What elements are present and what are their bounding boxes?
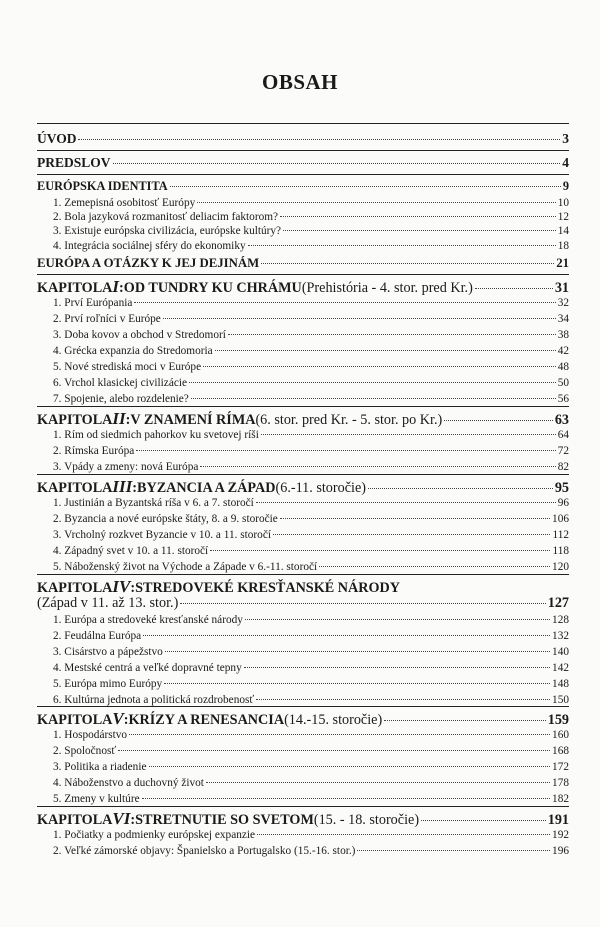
divider: [37, 274, 569, 275]
subentry-label: 3. Politika a riadenie: [53, 761, 147, 773]
subentry-page: 64: [557, 429, 569, 441]
toc-subentry[interactable]: [37, 313, 569, 325]
subentry-label: 2. Veľké zámorské objavy: Španielsko a Portugalsko (15.-16. stor.): [53, 845, 356, 857]
divider: [37, 474, 569, 475]
chapter-heading-6[interactable]: [37, 809, 569, 829]
subentry-label: 1. Prví Európania: [53, 297, 133, 309]
subentry-page: 50: [557, 377, 569, 389]
toc-subentry[interactable]: [37, 845, 569, 857]
chapter-heading-4[interactable]: [37, 577, 569, 597]
subentry-label: 3. Cisárstvo a pápežstvo: [53, 646, 163, 658]
subentry-label: 4. Integrácia sociálnej sféry do ekonomiky: [53, 240, 246, 252]
toc-subentry[interactable]: [37, 745, 569, 757]
toc-subentry[interactable]: [37, 497, 569, 509]
toc-subentry[interactable]: [37, 211, 569, 223]
toc-subentry[interactable]: [37, 829, 569, 841]
toc-subentry[interactable]: [37, 361, 569, 373]
subentry-page: 12: [557, 211, 569, 223]
subentry-page: 140: [552, 646, 569, 658]
toc-subentry[interactable]: [37, 646, 569, 658]
chapter-separator: :: [119, 280, 124, 296]
chapter-subtitle: (Prehistória - 4. stor. pred Kr.): [301, 280, 473, 296]
subentry-page: 112: [552, 529, 569, 541]
toc-entry-uvod[interactable]: [37, 131, 569, 147]
subentry-label: 1. Rím od siedmich pahorkov ku svetovej ríši: [53, 429, 259, 441]
chapter-page: 127: [547, 595, 569, 611]
chapter-page: 191: [547, 812, 569, 828]
toc-subentry[interactable]: [37, 197, 569, 209]
toc-subentry[interactable]: [37, 630, 569, 642]
toc-subentry[interactable]: [37, 329, 569, 341]
chapter-separator: :: [132, 480, 138, 496]
toc-subentry[interactable]: [37, 529, 569, 541]
divider: [37, 174, 569, 175]
divider: [37, 150, 569, 151]
divider: [37, 574, 569, 575]
chapter-number: III: [112, 477, 133, 496]
subentry-page: 96: [557, 497, 569, 509]
chapter-subtitle: (6. stor. pred Kr. - 5. stor. po Kr.): [255, 412, 443, 428]
toc-subentry[interactable]: [37, 297, 569, 309]
subentry-label: 3. Existuje európska civilizácia, európske kultúry?: [53, 225, 282, 237]
subentry-label: 1. Justinián a Byzantská ríša v 6. a 7. storočí: [53, 497, 254, 509]
chapter-heading-4-continuation[interactable]: [37, 595, 569, 612]
chapter-number: VI: [112, 809, 131, 828]
chapter-number: I: [112, 277, 120, 296]
entry-page: 4: [562, 155, 569, 170]
chapter-prefix: KAPITOLA: [37, 812, 113, 828]
toc-subentry[interactable]: [37, 694, 569, 706]
chapter-separator: :: [123, 712, 129, 728]
subentry-label: 3. Doba kovov a obchod v Stredomorí: [53, 329, 226, 341]
subentry-label: 2. Byzancia a nové európske štáty, 8. a 9. storočie: [53, 513, 278, 525]
subentry-label: 6. Vrchol klasickej civilizácie: [53, 377, 187, 389]
divider: [37, 123, 569, 124]
toc-subentry[interactable]: [37, 445, 569, 457]
chapter-prefix: KAPITOLA: [37, 580, 113, 596]
page-title: OBSAH: [261, 70, 339, 94]
toc-subentry[interactable]: [37, 761, 569, 773]
subentry-page: 14: [557, 225, 569, 237]
subentry-page: 196: [552, 845, 569, 857]
subentry-label: 2. Bola jazyková rozmanitosť deliacim faktorom?: [53, 211, 279, 223]
chapter-page: 95: [554, 480, 569, 496]
subentry-page: 148: [552, 678, 569, 690]
toc-subentry[interactable]: [37, 240, 569, 252]
toc-entry-predslov[interactable]: [37, 155, 569, 171]
chapter-subtitle: (15. - 18. storočie): [313, 812, 420, 828]
entry-label: PREDSLOV: [37, 155, 111, 170]
subentry-label: 1. Európa a stredoveké kresťanské národy: [53, 614, 243, 626]
chapter-separator: :: [130, 812, 136, 828]
section-label: EURÓPA A OTÁZKY K JEJ DEJINÁM: [37, 256, 260, 270]
chapter-subtitle: (14.-15. storočie): [284, 712, 383, 728]
subentry-label: 5. Nové strediská moci v Európe: [53, 361, 202, 373]
subentry-page: 38: [557, 329, 569, 341]
subentry-page: 56: [557, 393, 569, 405]
divider: [37, 706, 569, 707]
toc-subentry[interactable]: [37, 678, 569, 690]
toc-subentry[interactable]: [37, 429, 569, 441]
subentry-label: 4. Mestské centrá a veľké dopravné tepny: [53, 662, 242, 674]
subentry-page: 142: [552, 662, 569, 674]
subentry-label: 4. Náboženstvo a duchovný život: [53, 777, 204, 789]
subentry-label: 6. Kultúrna jednota a politická rozdrobenosť: [53, 694, 255, 706]
toc-section-otazky[interactable]: [37, 256, 569, 271]
chapter-number: IV: [112, 577, 131, 596]
subentry-page: 128: [552, 614, 569, 626]
subentry-label: 7. Spojenie, alebo rozdelenie?: [53, 393, 189, 405]
toc-subentry[interactable]: [37, 614, 569, 626]
entry-page: 3: [562, 131, 569, 146]
subentry-page: 10: [557, 197, 569, 209]
chapter-title: STRETNUTIE SO SVETOM: [135, 812, 314, 828]
divider: [37, 806, 569, 807]
chapter-prefix: KAPITOLA: [37, 412, 113, 428]
divider: [37, 406, 569, 407]
toc-subentry[interactable]: [37, 377, 569, 389]
chapter-page: 63: [554, 412, 569, 428]
subentry-page: 160: [552, 729, 569, 741]
subentry-page: 178: [552, 777, 569, 789]
subentry-page: 72: [557, 445, 569, 457]
subentry-page: 32: [557, 297, 569, 309]
chapter-page: 159: [547, 712, 569, 728]
chapter-title: BYZANCIA A ZÁPAD: [137, 480, 276, 496]
toc-subentry[interactable]: [37, 729, 569, 741]
chapter-separator: :: [125, 412, 131, 428]
subentry-page: 34: [557, 313, 569, 325]
subentry-label: 1. Hospodárstvo: [53, 729, 128, 741]
toc-subentry[interactable]: [37, 561, 569, 573]
chapter-heading-5[interactable]: [37, 709, 569, 729]
subentry-page: 18: [557, 240, 569, 252]
toc-subentry[interactable]: [37, 545, 569, 557]
subentry-label: 2. Spoločnosť: [53, 745, 117, 757]
subentry-label: 2. Prví roľníci v Európe: [53, 313, 161, 325]
chapter-heading-2[interactable]: [37, 409, 569, 429]
subentry-label: 1. Počiatky a podmienky európskej expanzie: [53, 829, 256, 841]
subentry-page: 118: [552, 545, 569, 557]
toc-subentry[interactable]: [37, 793, 569, 805]
chapter-number: II: [112, 409, 126, 428]
chapter-separator: :: [130, 580, 136, 596]
toc-subentry[interactable]: [37, 777, 569, 789]
toc-subentry[interactable]: [37, 662, 569, 674]
subentry-page: 132: [552, 630, 569, 642]
subentry-page: 172: [552, 761, 569, 773]
section-label: EURÓPSKA IDENTITA: [37, 179, 168, 193]
subentry-page: 168: [552, 745, 569, 757]
subentry-label: 5. Zmeny v kultúre: [53, 793, 140, 805]
section-page: 21: [556, 256, 569, 270]
section-page: 9: [562, 179, 569, 193]
subentry-label: 3. Vpády a zmeny: nová Európa: [53, 461, 199, 473]
subentry-page: 120: [552, 561, 569, 573]
subentry-page: 42: [557, 345, 569, 357]
toc-section-europska-identita[interactable]: [37, 179, 569, 194]
subentry-page: 182: [552, 793, 569, 805]
subentry-label: 4. Západný svet v 10. a 11. storočí: [53, 545, 209, 557]
chapter-heading-1[interactable]: [37, 277, 569, 297]
subentry-page: 106: [552, 513, 569, 525]
chapter-subtitle: (6.-11. storočie): [275, 480, 366, 496]
toc-subentry[interactable]: [37, 345, 569, 357]
subentry-label: 4. Grécka expanzia do Stredomoria: [53, 345, 213, 357]
subentry-label: 1. Zemepisná osobitosť Európy: [53, 197, 196, 209]
chapter-subtitle: (Západ v 11. až 13. stor.): [37, 595, 179, 611]
toc-subentry[interactable]: [37, 513, 569, 525]
subentry-page: 192: [552, 829, 569, 841]
chapter-title: STREDOVEKÉ KRESŤANSKÉ NÁRODY: [135, 580, 401, 596]
subentry-label: 3. Vrcholný rozkvet Byzancie v 10. a 11. storočí: [53, 529, 271, 541]
chapter-number: V: [112, 709, 124, 728]
subentry-label: 5. Európa mimo Európy: [53, 678, 163, 690]
subentry-page: 150: [552, 694, 569, 706]
chapter-prefix: KAPITOLA: [37, 480, 113, 496]
chapter-prefix: KAPITOLA: [37, 280, 113, 296]
chapter-title: OD TUNDRY KU CHRÁMU: [123, 280, 302, 296]
chapter-title: KRÍZY A RENESANCIA: [128, 712, 285, 728]
chapter-page: 31: [554, 280, 569, 296]
subentry-label: 2. Rímska Európa: [53, 445, 135, 457]
toc-subentry[interactable]: [37, 225, 569, 237]
toc-subentry[interactable]: [37, 461, 569, 473]
chapter-title: V ZNAMENÍ RÍMA: [130, 412, 256, 428]
subentry-page: 48: [557, 361, 569, 373]
subentry-label: 5. Náboženský život na Východe a Západe v 6.-11. storočí: [53, 561, 318, 573]
chapter-heading-3[interactable]: [37, 477, 569, 497]
toc-subentry[interactable]: [37, 393, 569, 405]
subentry-page: 82: [557, 461, 569, 473]
subentry-label: 2. Feudálna Európa: [53, 630, 142, 642]
entry-label: ÚVOD: [37, 131, 77, 146]
chapter-prefix: KAPITOLA: [37, 712, 113, 728]
